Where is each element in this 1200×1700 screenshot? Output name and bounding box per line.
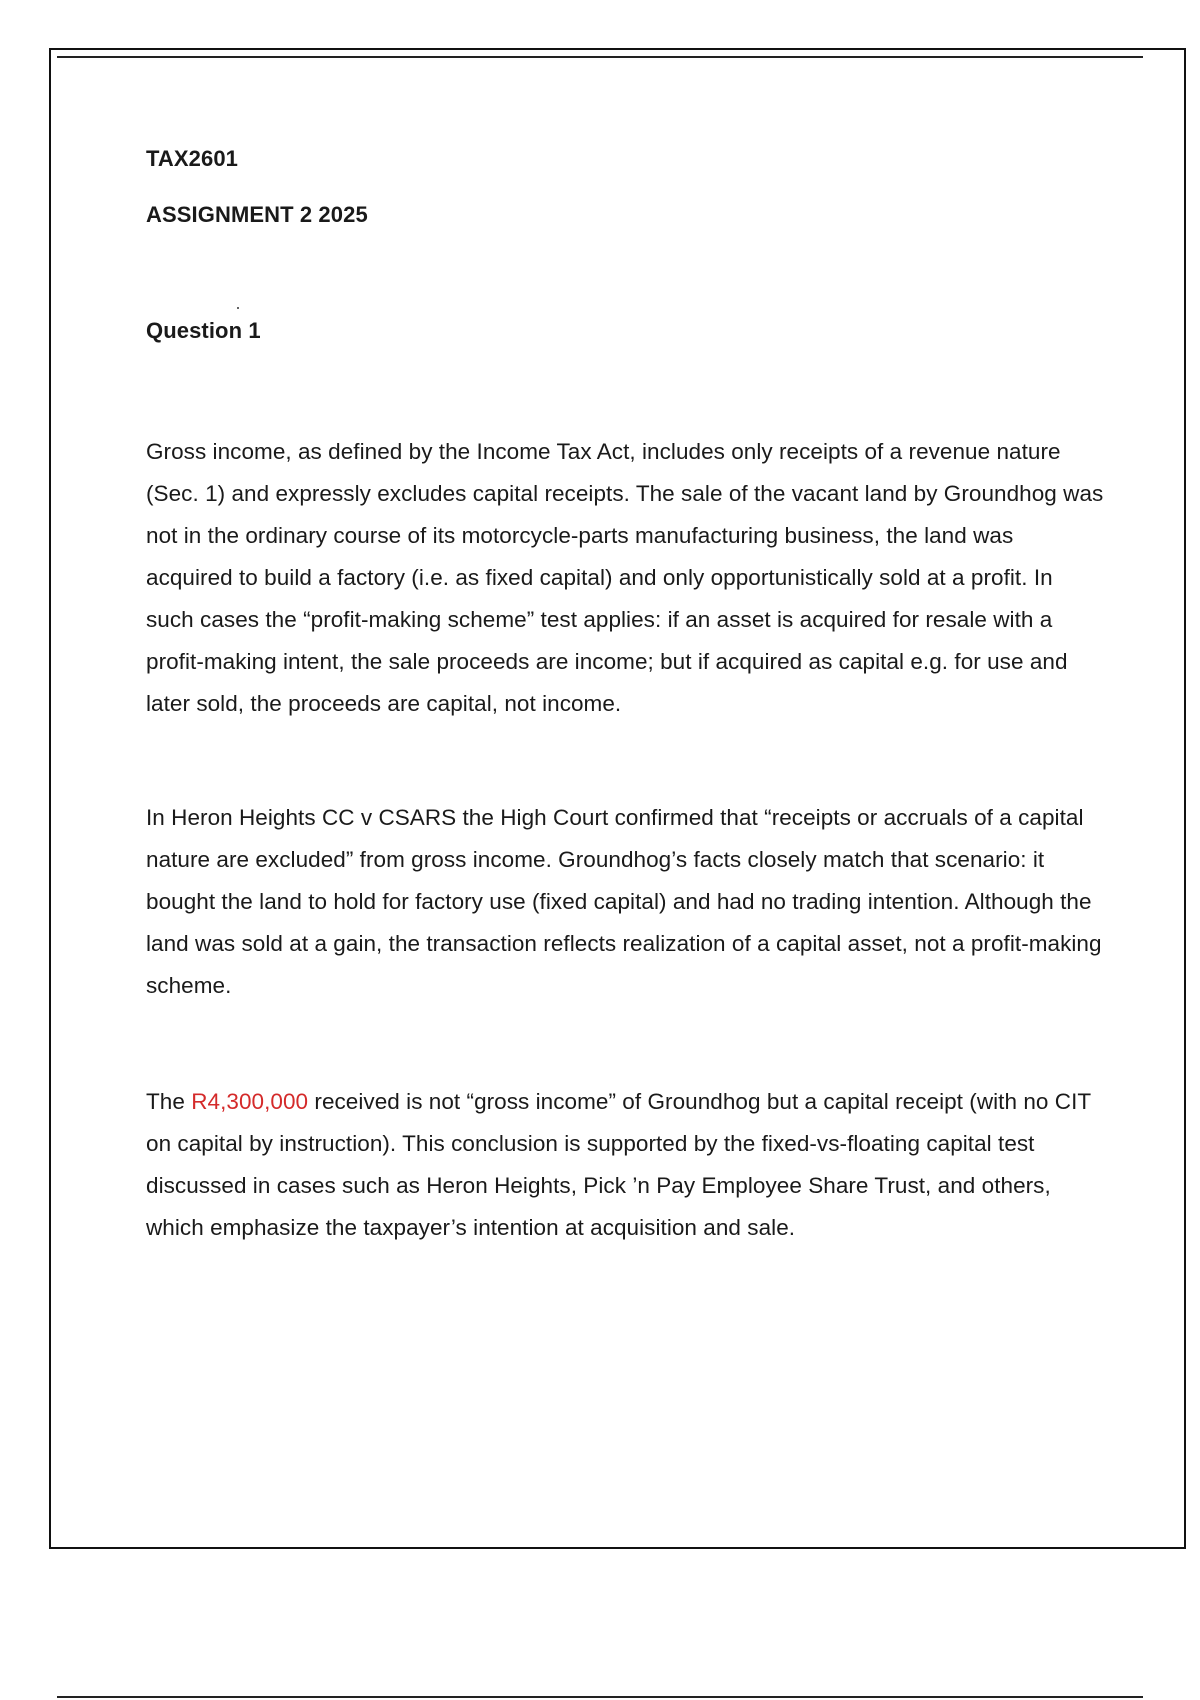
document-content: [146, 143, 1106, 1249]
paragraph-gross-income: Gross income, as defined by the Income Tax Act, includes only receipts of a revenue nature (Sec. 1) and expressly excludes capital receipts. The sale of the vacant land by Groundhog was not in the ordinary course of its motorcycle-parts manufacturing business, the land was acquired to build a factory (i.e. as fixed capital) and only opportunistically sold at a profit. In such cases the “profit-making scheme” test applies: if an asset is acquired for resale with a profit-making intent, the sale proceeds are income; but if acquired as capital e.g. for use and later sold, the proceeds are capital, not income.: [146, 439, 1104, 716]
paragraph-conclusion-suffix: received is not “gross income” of Groundhog but a capital receipt (with no CIT on capital by instruction). This conclusion is supported by the fixed-vs-floating capital test discussed in cases such as Heron Heights, Pick ’n Pay Employee Share Trust, and others, which emphasize the taxpayer’s intention at acquisition and sale.: [146, 1089, 1091, 1240]
paragraph-conclusion: [146, 1081, 1106, 1249]
paragraph-heron-heights: In Heron Heights CC v CSARS the High Court confirmed that “receipts or accruals of a capital nature are excluded” from gross income. Groundhog’s facts closely match that scenario: it bought the land to hold for factory use (fixed capital) and had no trading intention. Although the land was sold at a gain, the transaction reflects realization of a capital asset, not a profit-making scheme.: [146, 805, 1102, 998]
paragraph-conclusion-prefix: The: [146, 1089, 192, 1114]
bottom-rule: [57, 1696, 1143, 1698]
assignment-title: ASSIGNMENT 2 2025: [146, 202, 368, 227]
question-title: Question 1: [146, 318, 261, 343]
amount-highlight: R4,300,000: [191, 1089, 309, 1114]
course-code: TAX2601: [146, 146, 239, 171]
